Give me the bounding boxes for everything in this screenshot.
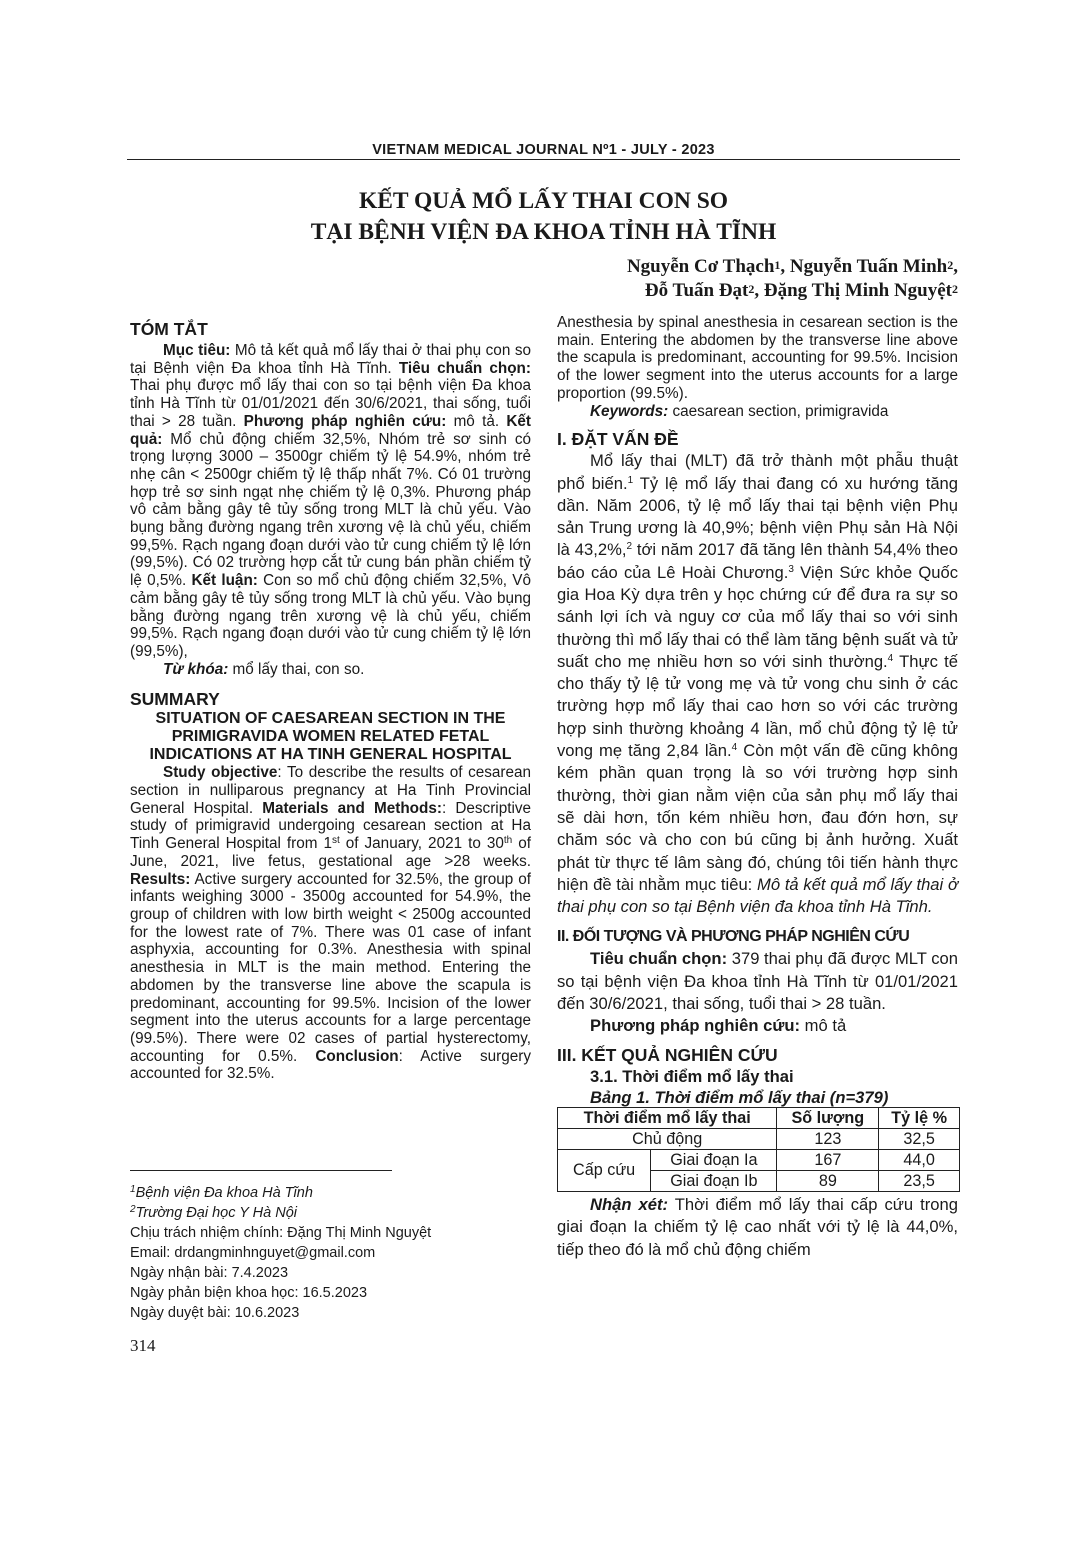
tu-khoa-label: Từ khóa: bbox=[163, 660, 229, 678]
citation: 4 bbox=[731, 742, 738, 754]
author-name: Đỗ Tuấn Đạt bbox=[644, 280, 749, 301]
citation: 3 bbox=[788, 563, 794, 575]
muc-tieu-text: Mô tả kết quả mổ lấy thai ở thai phụ con so tại Bệnh viện Đa khoa tỉnh Hà Tĩnh. bbox=[130, 342, 531, 377]
table-caption: Bảng 1. Thời điểm mổ lấy thai (n=379) bbox=[590, 1087, 889, 1107]
table-group-cell: Cấp cứu bbox=[558, 1149, 651, 1191]
author-affiliation: 2 bbox=[952, 282, 958, 296]
title-line-1: KẾT QUẢ MỔ LẤY THAI CON SO bbox=[358, 188, 729, 214]
objective-label: Study objective bbox=[163, 764, 278, 782]
summary-heading: SUMMARY bbox=[130, 689, 220, 710]
results-table bbox=[557, 1107, 960, 1192]
table-header-row bbox=[558, 1107, 960, 1128]
citation: 4 bbox=[887, 652, 894, 664]
table-cell: Giai đoạn Ia bbox=[651, 1149, 777, 1170]
journal-header: VIETNAM MEDICAL JOURNAL Nº1 - JULY - 2023 bbox=[372, 142, 715, 158]
table-cell: 89 bbox=[777, 1170, 879, 1191]
methods-label: Materials and Methods: bbox=[262, 799, 442, 817]
footnote-text: Bệnh viện Đa khoa Hà Tĩnh bbox=[135, 1185, 313, 1201]
conclusion-text: : Active surgery accounted for 32.5%. bbox=[130, 1047, 531, 1083]
table-row bbox=[558, 1128, 960, 1149]
results-label: Results: bbox=[130, 870, 191, 888]
header-rule bbox=[127, 159, 960, 160]
author-affiliation: 2 bbox=[947, 258, 954, 272]
table-header: Thời điểm mổ lấy thai bbox=[558, 1107, 777, 1128]
table-cell: Chủ động bbox=[558, 1128, 777, 1149]
author-line-2 bbox=[627, 279, 958, 303]
author-separator: , bbox=[754, 280, 764, 301]
tieu-chuan-label: Tiêu chuẩn chọn: bbox=[398, 359, 531, 377]
body-text: Còn một vấn đề cũng không kém phần quan trọng là so với trường hợp sinh thường, thời gian nằm viện của sản phụ mổ lấy thai sẽ dài hơn, tốn kém nhiều hơn, đau đớn hơn, sự chăm sóc và cho con bú cũng bị ảnh hưởng. Xuất phát từ thực tế lâm sàng đó, chúng tôi tiến hành thực hiện đề tài nhằm mục tiêu: bbox=[557, 741, 959, 894]
method-text: mô tả bbox=[800, 1016, 847, 1036]
table-row bbox=[558, 1149, 960, 1170]
email: Email: drdangminhnguyet@gmail.com bbox=[130, 1245, 376, 1261]
table-header: Số lượng bbox=[777, 1107, 879, 1128]
body-text: Viện Sức khỏe Quốc gia Hoa Kỳ dựa trên y học chứng cứ để đưa ra sự so sánh lợi ích và nguy cơ của mổ lấy thai so với sinh thường thì mổ lấy thai có thể làm tăng bệnh suất và tử suất cho mẹ nhiều hơn so với sinh thường. bbox=[557, 562, 958, 671]
table-cell: 23,5 bbox=[879, 1170, 960, 1191]
nhan-xet-text: Thời điểm mổ lấy thai cấp cứu trong giai đoạn Ia chiếm tỷ lệ cao nhất với tỷ lệ là 44,0%, tiếp theo đó là mổ chủ động chiếm bbox=[557, 1194, 958, 1259]
summary-body bbox=[130, 764, 531, 1083]
objective-statement: Mô tả kết quả mổ lấy thai ở thai phụ con so tại Bệnh viện đa khoa tỉnh Hà Tĩnh. bbox=[557, 874, 958, 917]
methods-text: of January, 2021 to 30 bbox=[339, 835, 504, 853]
methods-text: of June, 2021, live fetus, gestational age >28 weeks. bbox=[130, 835, 531, 870]
page-number: 314 bbox=[130, 1336, 156, 1355]
table-header: Tỷ lệ % bbox=[879, 1107, 960, 1128]
ket-luan-text: Con so mổ chủ động chiếm 32,5%, Vô cảm bằng gây tê tủy sống trong MLT là chủ yếu. Vào bụng bằng đường ngang trên xương vệ là chủ yếu, chiếm 99,5%. Rạch ngang đoạn dưới vào tử cung chiếm tỷ lệ lớn (99,5%), bbox=[130, 572, 531, 660]
table-cell: 123 bbox=[777, 1128, 879, 1149]
table-cell: 167 bbox=[777, 1149, 879, 1170]
objective-text: : To describe the results of cesarean section in nulliparous pregnancy at Ha Tinh Provincial General Hospital. bbox=[130, 764, 532, 817]
phuong-phap-text: mô tả. bbox=[446, 412, 507, 430]
section-1-body bbox=[557, 450, 958, 918]
section-2-heading: II. ĐỐI TƯỢNG VÀ PHƯƠNG PHÁP NGHIÊN CỨU bbox=[557, 928, 910, 946]
footnotes bbox=[130, 1183, 531, 1323]
table-cell: 32,5 bbox=[879, 1128, 960, 1149]
received-date: Ngày nhận bài: 7.4.2023 bbox=[130, 1265, 289, 1281]
review-date: Ngày phản biện khoa học: 16.5.2023 bbox=[130, 1285, 368, 1301]
keywords-label: Keywords: bbox=[590, 402, 669, 420]
responsible-author: Chịu trách nhiệm chính: Đặng Thị Minh Nguyệt bbox=[130, 1225, 432, 1241]
section-2-method bbox=[557, 1015, 958, 1037]
footnote-rule bbox=[130, 1170, 392, 1171]
body-text: tới năm 2017 đã tăng lên thành 54,4% theo báo cáo của Lê Hoài Chương. bbox=[557, 540, 958, 582]
ket-qua-label: Kết quả: bbox=[130, 412, 531, 448]
tu-khoa-text: mổ lấy thai, con so. bbox=[228, 660, 365, 678]
right-column bbox=[557, 314, 958, 1261]
criteria-label: Tiêu chuẩn chọn: bbox=[590, 949, 728, 969]
citation: 1 bbox=[627, 474, 634, 486]
superscript: th bbox=[503, 835, 513, 847]
article-title bbox=[127, 186, 960, 248]
keywords bbox=[557, 403, 958, 421]
nhan-xet bbox=[557, 1194, 958, 1261]
nhan-xet-label: Nhận xét: bbox=[590, 1194, 669, 1214]
superscript: st bbox=[331, 835, 340, 847]
criteria-text: 379 thai phụ đã được MLT con so tại bệnh viện Đa khoa tỉnh Hà Tĩnh từ 01/01/2021 đến 30/6/2021, thai sống, tuổi thai > 28 tuần. bbox=[557, 949, 959, 1014]
method-label: Phương pháp nghiên cứu: bbox=[590, 1016, 801, 1036]
citation: 2 bbox=[626, 541, 633, 553]
section-1-heading: I. ĐẶT VẤN ĐỀ bbox=[557, 429, 679, 450]
author-name: Nguyễn Cơ Thạch bbox=[626, 256, 775, 277]
body-text: Thực tế cho thấy tỷ lệ tử vong mẹ và tử vong chu sinh ở các trường hợp mổ lấy thai cao hơn so với các trường hợp sinh thường khoảng 4 lần, mổ chủ động tỷ lệ tử vong mẹ tăng 2,84 lần. bbox=[557, 651, 958, 761]
author-affiliation: 2 bbox=[748, 282, 755, 296]
section-3-heading: III. KẾT QUẢ NGHIÊN CỨU bbox=[557, 1044, 778, 1065]
title-line-2: TẠI BỆNH VIỆN ĐA KHOA TỈNH HÀ TĨNH bbox=[310, 219, 777, 245]
tom-tat-heading: TÓM TẮT bbox=[130, 319, 208, 339]
author-separator: , bbox=[780, 256, 790, 277]
tom-tat-body bbox=[130, 342, 531, 661]
tieu-chuan-text: Thai phụ được mổ lấy thai con so tại bệnh viện Đa khoa tỉnh Hà Tĩnh từ 01/01/2021 đến 30/6/2021, thai sống, tuổi thai > 28 tuần. bbox=[130, 377, 531, 430]
left-column bbox=[130, 318, 531, 1083]
body-text: Mổ lấy thai (MLT) đã trở thành một phẫu thuật phổ biến. bbox=[557, 451, 958, 493]
subsection-3-1: 3.1. Thời điểm mổ lấy thai bbox=[590, 1066, 794, 1086]
table-cell: 44,0 bbox=[879, 1149, 960, 1170]
summary-continued: Anesthesia by spinal anesthesia in cesarean section is the main. Entering the abdomen by the transverse line above the scapula is predominant, accounting for 99.5%. Incision of the lower segment into the uterus accounts for a large proportion (99.5%). bbox=[557, 314, 958, 402]
ket-qua-text: Mổ chủ động chiếm 32,5%, Nhóm trẻ sơ sinh có trọng lượng 3000 – 3500gr chiếm tỷ lệ 54.9%, nhóm trẻ nhẹ cân < 2500gr chiếm tỷ lệ thấp nhất 7%. Có 01 trường hợp trẻ sơ sinh ngạt nhẹ chiếm tỷ lệ 0,3%. Phương pháp vô cảm bằng gây tê tủy sống trong MLT là chủ yếu. Vào bụng bằng đường ngang trên xương vệ là chủ yếu, chiếm 99,5%. Rạch ngang đoạn dưới vào tử cung chiếm tỷ lệ lớn (99,5%). Có 02 trường hợp cắt tử cung bán phần chiếm tỷ lệ 0,5%. bbox=[130, 430, 531, 590]
author-line-1 bbox=[627, 255, 958, 279]
author-affiliation: 1 bbox=[774, 258, 781, 272]
results-text: Active surgery accounted for 32.5%, the group of infants weighing 3000 - 3500g accounted for 54.9%, the group of children with low birth weight < 2500g accounted for the lowest rate of 7%. There was 01 case of infant asphyxia, accounting for 0.3%. Anesthesia with spinal anesthesia in MLT is the main method. Entering the abdomen by the transverse line above the scapula is predominant, accounting for 99.5%. Incision of the lower segment into the uterus accounts for a large percentage (99.5%). There were 02 cases of partial hysterectomy, accounting for 0.5%. bbox=[130, 870, 531, 1065]
ket-luan-label: Kết luận: bbox=[191, 572, 258, 590]
section-2-criteria bbox=[557, 948, 958, 1015]
tu-khoa bbox=[130, 661, 531, 679]
keywords-text: caesarean section, primigravida bbox=[668, 402, 889, 420]
footnote-mark: 1 bbox=[130, 1184, 136, 1195]
footnote-mark: 2 bbox=[130, 1204, 136, 1215]
author-name: Nguyễn Tuấn Minh bbox=[789, 256, 948, 277]
methods-text: : Descriptive study of primigravid undergoing cesarean section at Ha Tinh General Hospital from 1 bbox=[130, 799, 532, 853]
accepted-date: Ngày duyệt bài: 10.6.2023 bbox=[130, 1305, 300, 1321]
summary-title: SITUATION OF CAESAREAN SECTION IN THE PRIMIGRAVIDA WOMEN RELATED FETAL INDICATIONS AT HA TINH GENERAL HOSPITAL bbox=[149, 710, 512, 764]
footnote-text: Trường Đại học Y Hà Nội bbox=[135, 1205, 297, 1221]
conclusion-label: Conclusion bbox=[315, 1047, 399, 1065]
body-text: Tỷ lệ mổ lấy thai đang có xu hướng tăng dần. Năm 2006, tỷ lệ mổ lấy thai tại bệnh viện Phụ sản Trung ương là 40,9%; bệnh viện Phụ sản Hà Nội là 43,2%, bbox=[557, 473, 959, 560]
author-name: Đặng Thị Minh Nguyệt bbox=[763, 280, 952, 301]
footnote-1 bbox=[130, 1183, 531, 1203]
phuong-phap-label: Phương pháp nghiên cứu: bbox=[243, 412, 447, 430]
footnote-2 bbox=[130, 1203, 531, 1223]
author-separator: , bbox=[953, 256, 958, 277]
author-list bbox=[627, 255, 958, 303]
muc-tieu-label: Mục tiêu: bbox=[163, 342, 231, 359]
table-cell: Giai đoạn Ib bbox=[651, 1170, 777, 1191]
